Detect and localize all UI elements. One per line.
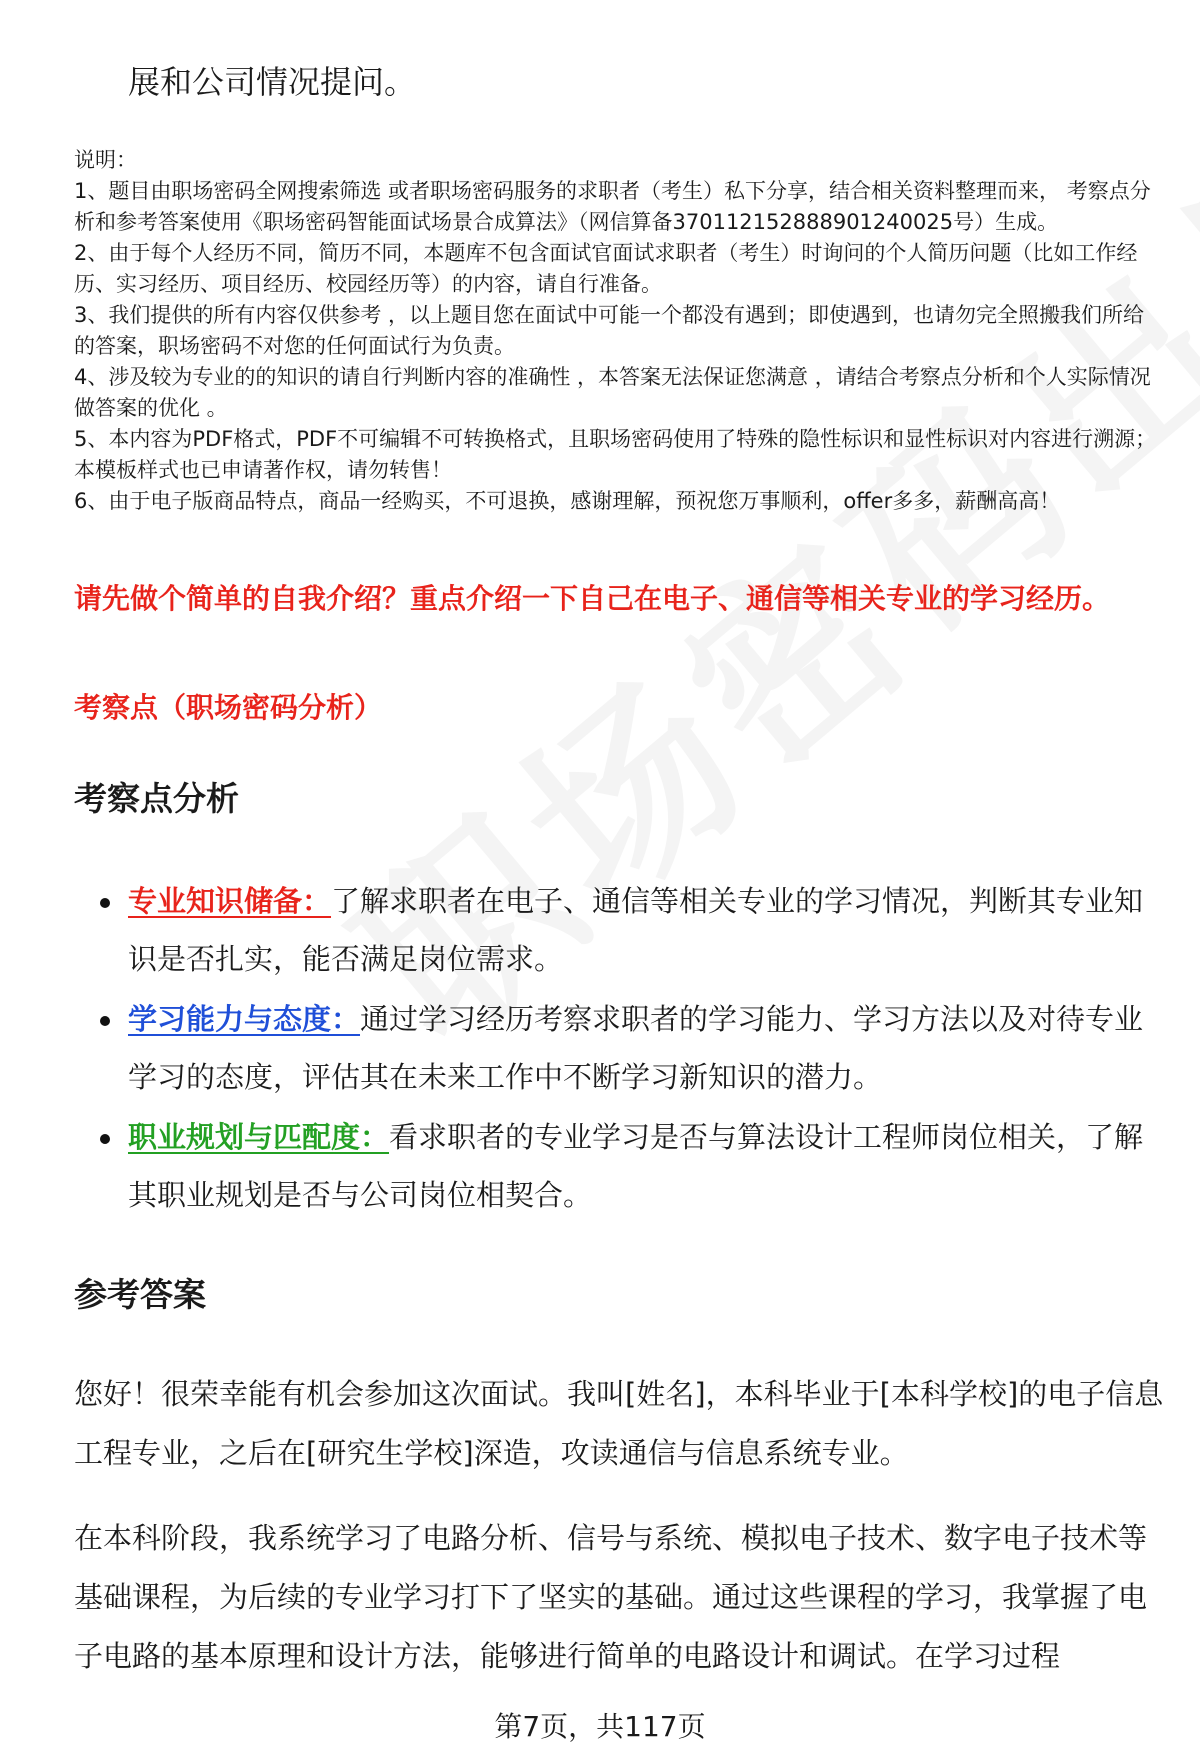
- kaochadian-label: 考察点（职场密码分析）: [74, 691, 383, 724]
- analysis-text: 看求职者的专业学习是否与算法设计工程师岗位相关，了解其职业规划是否与公司岗位相契合。: [128, 1120, 1144, 1212]
- analysis-item: [100, 1108, 1150, 1224]
- analysis-term: 专业知识储备：: [128, 884, 332, 918]
- continued-text: 展和公司情况提问。: [128, 63, 417, 101]
- analysis-item: [100, 990, 1150, 1106]
- answer-paragraph: 在本科阶段，我系统学习了电路分析、信号与系统、模拟电子技术、数字电子技术等基础课程，为后续的专业学习打下了坚实的基础。通过这些课程的学习，我掌握了电子电路的基本原理和设计方法，能够进行简单的电路设计和调试。在学习过程: [74, 1521, 1148, 1673]
- bullet-dot-icon: [100, 1016, 110, 1026]
- analysis-term: 学习能力与态度：: [128, 1002, 361, 1036]
- note-item: 4、涉及较为专业的的知识的请自行判断内容的准确性 ，本答案无法保证您满意 ，请结合考察点分析和个人实际情况做答案的优化 。: [74, 365, 1151, 420]
- analysis-text: 通过学习经历考察求职者的学习能力、学习方法以及对待专业学习的态度，评估其在未来工作中不断学习新知识的潜力。: [128, 1002, 1144, 1094]
- note-item: 6、由于电子版商品特点，商品一经购买，不可退换，感谢理解，预祝您万事顺利，offer多多，薪酬高高！: [74, 489, 1061, 513]
- answer-section: [74, 1365, 1164, 1712]
- analysis-heading: 考察点分析: [74, 779, 239, 818]
- note-item: 1、题目由职场密码全网搜索筛选 或者职场密码服务的求职者（考生）私下分享，结合相关资料整理而来， 考察点分析和参考答案使用《职场密码智能面试场景合成算法》（网信算备370112152888901240025号）生成。: [74, 179, 1151, 234]
- analysis-list: [100, 872, 1150, 1226]
- interview-question: 请先做个简单的自我介绍？重点介绍一下自己在电子、通信等相关专业的学习经历。: [74, 582, 1111, 615]
- note-item: 3、我们提供的所有内容仅供参考 ，以上题目您在面试中可能一个都没有遇到；即使遇到，也请勿完全照搬我们所给的答案，职场密码不对您的任何面试行为负责。: [74, 303, 1145, 358]
- note-item: 2、由于每个人经历不同，简历不同，本题库不包含面试官面试求职者（考生）时询问的个人简历问题（比如工作经历、实习经历、项目经历、校园经历等）的内容，请自行准备。: [74, 241, 1138, 296]
- answer-heading: 参考答案: [74, 1275, 206, 1314]
- notes-heading: 说明：: [74, 148, 137, 172]
- analysis-text: 了解求职者在电子、通信等相关专业的学习情况，判断其专业知识是否扎实，能否满足岗位需求。: [128, 884, 1144, 976]
- analysis-item: [100, 872, 1150, 988]
- bullet-dot-icon: [100, 1134, 110, 1144]
- page-number: 第7页，共117页: [494, 1710, 706, 1743]
- note-item: 5、本内容为PDF格式，PDF不可编辑不可转换格式，且职场密码使用了特殊的隐性标识和显性标识对内容进行溯源；本模板样式也已申请著作权，请勿转售！: [74, 427, 1157, 482]
- bullet-dot-icon: [100, 898, 110, 908]
- analysis-term: 职业规划与匹配度：: [128, 1120, 390, 1154]
- notes-section: [74, 145, 1164, 517]
- answer-paragraph: 您好！很荣幸能有机会参加这次面试。我叫[姓名]，本科毕业于[本科学校]的电子信息工程专业，之后在[研究生学校]深造，攻读通信与信息系统专业。: [74, 1377, 1164, 1470]
